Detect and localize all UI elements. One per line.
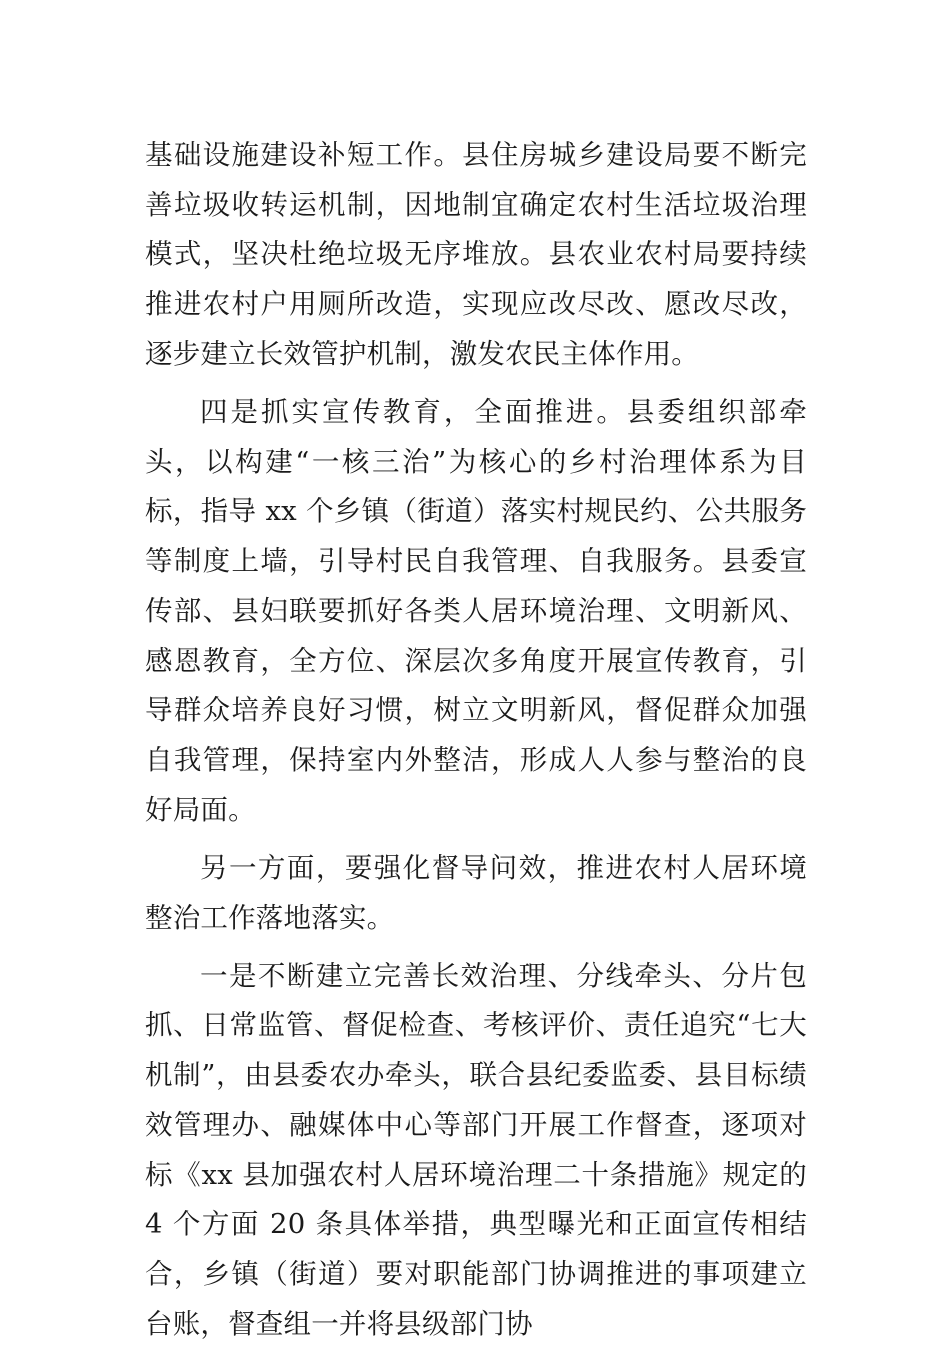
paragraph-supervision-intro: 另一方面，要强化督导问效，推进农村人居环境整治工作落地落实。 [145, 851, 807, 934]
paragraph-long-term-mechanisms: 一是不断建立完善长效治理、分线牵头、分片包抓、日常监管、督促检查、考核评价、责任追究“七大机制”，由县委农办牵头，联合县纪委监委、县目标绩效管理办、融媒体中心等部门开展工作督查，逐项对标《xx 县加强农村人居环境治理二十条措施》规定的 4 个方面 20 条具体举措，典型曝光和正面宣传相结合，乡镇（街道）要对职能部门协调推进的事项建立台账，督查组一并将县级部门协 [145, 959, 807, 1340]
paragraph-publicity-education: 四是抓实宣传教育，全面推进。县委组织部牵头，以构建“一核三治”为核心的乡村治理体系为目标，指导 xx 个乡镇（街道）落实村规民约、公共服务等制度上墙，引导村民自我管理、自我服务。县委宣传部、县妇联要抓好各类人居环境治理、文明新风、感恩教育，全方位、深层次多角度开展宣传教育，引导群众培养良好习惯，树立文明新风，督促群众加强自我管理，保持室内外整洁，形成人人参与整治的良好局面。 [145, 396, 807, 826]
document-body [145, 131, 807, 1349]
paragraph-infrastructure: 基础设施建设补短工作。县住房城乡建设局要不断完善垃圾收转运机制，因地制宜确定农村生活垃圾治理模式，坚决杜绝垃圾无序堆放。县农业农村局要持续推进农村户用厕所改造，实现应改尽改、愿改尽改，逐步建立长效管护机制，激发农民主体作用。 [145, 139, 807, 370]
